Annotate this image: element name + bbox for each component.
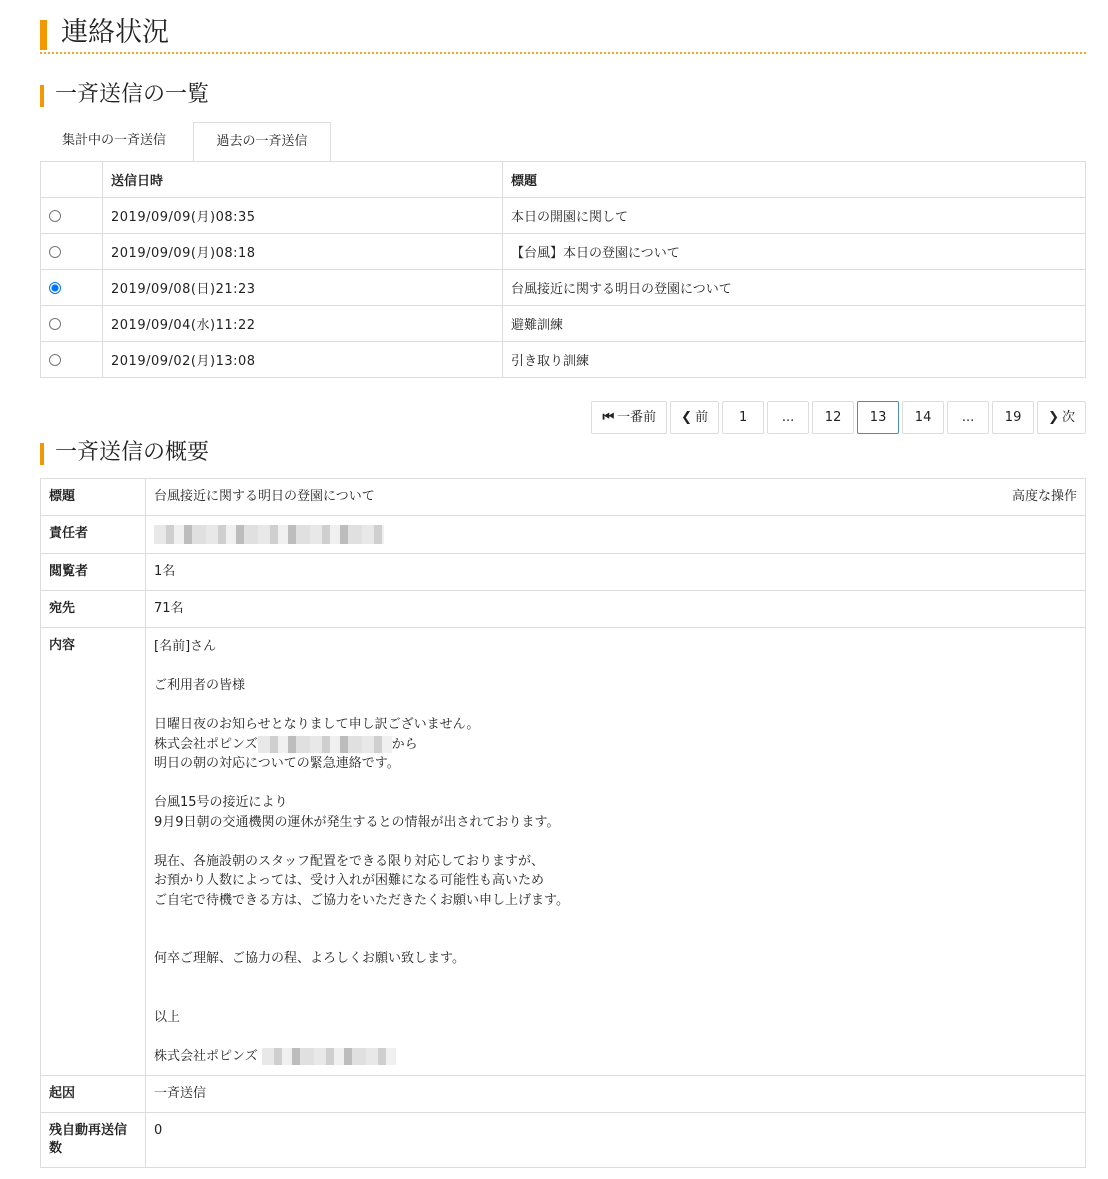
detail-section-title: 一斉送信の概要 — [55, 440, 210, 465]
content-line: お預かり人数によっては、受け入れが困難になる可能性も高いため — [154, 873, 545, 888]
page-title: 連絡状況 — [61, 17, 169, 48]
page-ellipsis: ... — [767, 401, 809, 434]
content-line: 何卒ご理解、ご協力の程、よろしくお願い致します。 — [154, 951, 465, 966]
subject-column-header: 標題 — [503, 162, 1086, 198]
content-body — [146, 628, 1086, 1076]
table-row[interactable] — [41, 306, 1086, 342]
row-radio[interactable] — [49, 354, 61, 366]
owner-label: 責任者 — [41, 516, 146, 554]
chevron-right-icon: ❯ — [1048, 410, 1059, 425]
tab-in-progress[interactable]: 集計中の一斉送信 — [61, 133, 166, 148]
page-12-button[interactable]: 12 — [812, 401, 854, 434]
next-page-label: 次 — [1061, 410, 1075, 425]
pagination — [591, 401, 1086, 434]
broadcast-detail-table — [40, 478, 1086, 1168]
company-name: 株式会社ポピンズ — [154, 1048, 258, 1064]
subject-cell: 本日の開園に関して — [503, 198, 1086, 234]
prev-page-button[interactable] — [670, 401, 719, 434]
subject-value: 台風接近に関する明日の登園について — [154, 489, 375, 504]
company-name: 株式会社ポピンズ — [154, 736, 258, 752]
detail-row-cause — [41, 1076, 1086, 1113]
detail-row-resend — [41, 1113, 1086, 1168]
row-radio[interactable] — [49, 318, 61, 330]
section-accent-bar — [40, 443, 44, 465]
datetime-cell: 2019/09/02(月)13:08 — [103, 342, 503, 378]
subject-label: 標題 — [41, 479, 146, 516]
subject-cell: 【台風】本日の登園について — [503, 234, 1086, 270]
subject-cell: 引き取り訓練 — [503, 342, 1086, 378]
table-header-row — [41, 162, 1086, 198]
page-ellipsis: ... — [947, 401, 989, 434]
content-line: 現在、各施設朝のスタッフ配置をできる限り対応しておりますが、 — [154, 853, 545, 869]
prev-page-label: 前 — [695, 410, 709, 425]
content-line: ご利用者の皆様 — [154, 678, 246, 693]
redacted-branch-name — [258, 736, 392, 753]
content-line: 日曜日夜のお知らせとなりまして申し訳ございません。 — [154, 717, 480, 732]
table-row[interactable] — [41, 234, 1086, 270]
datetime-cell: 2019/09/09(月)08:18 — [103, 234, 503, 270]
broadcast-list-table — [40, 161, 1086, 378]
tab-past[interactable]: 過去の一斉送信 — [193, 122, 331, 162]
page-19-button[interactable]: 19 — [992, 401, 1034, 434]
row-radio[interactable] — [49, 246, 61, 258]
row-radio[interactable] — [49, 282, 61, 294]
tab-bar — [40, 122, 1086, 162]
first-page-button[interactable] — [591, 401, 667, 434]
subject-value-cell — [146, 479, 1086, 516]
first-page-icon: ⏮ — [602, 410, 615, 425]
recipients-label: 宛先 — [41, 591, 146, 628]
next-page-button[interactable] — [1037, 401, 1086, 434]
detail-row-subject — [41, 479, 1086, 516]
radio-cell — [41, 342, 103, 378]
radio-cell — [41, 306, 103, 342]
resend-value: 0 — [146, 1113, 1086, 1168]
datetime-cell: 2019/09/04(水)11:22 — [103, 306, 503, 342]
content-label: 内容 — [41, 628, 146, 1076]
radio-cell — [41, 234, 103, 270]
detail-row-content — [41, 628, 1086, 1076]
content-line: ご自宅で待機できる方は、ご協力をいただきたくお願い申し上げます。 — [154, 892, 569, 908]
radio-cell — [41, 270, 103, 306]
advanced-operations-link[interactable]: 高度な操作 — [1011, 489, 1077, 504]
page-1-button[interactable]: 1 — [722, 401, 764, 434]
detail-row-owner — [41, 516, 1086, 554]
cause-value: 一斉送信 — [146, 1076, 1086, 1113]
page-13-button-current[interactable]: 13 — [857, 401, 899, 434]
table-row[interactable] — [41, 270, 1086, 306]
chevron-left-icon: ❮ — [681, 410, 693, 425]
content-line: [名前]さん — [154, 639, 217, 654]
datetime-cell: 2019/09/08(日)21:23 — [103, 270, 503, 306]
viewers-label: 閲覧者 — [41, 554, 146, 591]
detail-row-viewers — [41, 554, 1086, 591]
recipients-value: 71名 — [146, 591, 1086, 628]
content-line: 台風15号の接近により — [154, 795, 288, 810]
content-line: 9月9日朝の交通機関の運休が発生するとの情報が出されております。 — [154, 814, 560, 830]
owner-value-cell — [146, 516, 1086, 554]
cause-label: 起因 — [41, 1076, 146, 1113]
viewers-value: 1名 — [146, 554, 1086, 591]
radio-cell — [41, 198, 103, 234]
title-accent-bar — [40, 20, 47, 50]
subject-cell: 台風接近に関する明日の登園について — [503, 270, 1086, 306]
content-line — [154, 735, 1077, 755]
datetime-cell: 2019/09/09(月)08:35 — [103, 198, 503, 234]
datetime-column-header: 送信日時 — [103, 162, 503, 198]
redacted-branch-name — [262, 1048, 396, 1065]
table-row[interactable] — [41, 342, 1086, 378]
select-column-header — [41, 162, 103, 198]
section-accent-bar — [40, 85, 44, 107]
page-header — [40, 14, 1086, 54]
list-section-title: 一斉送信の一覧 — [55, 82, 210, 107]
content-suffix: から — [391, 736, 418, 752]
first-page-label: 一番前 — [617, 410, 657, 425]
page-14-button[interactable]: 14 — [902, 401, 944, 434]
table-row[interactable] — [41, 198, 1086, 234]
content-line: 以上 — [154, 1009, 181, 1025]
subject-cell: 避難訓練 — [503, 306, 1086, 342]
content-line: 明日の朝の対応についての緊急連絡です。 — [154, 756, 400, 771]
detail-row-recipients — [41, 591, 1086, 628]
row-radio[interactable] — [49, 210, 61, 222]
resend-label: 残自動再送信数 — [41, 1113, 146, 1168]
content-line — [154, 1047, 1077, 1067]
redacted-owner-name — [154, 525, 384, 544]
